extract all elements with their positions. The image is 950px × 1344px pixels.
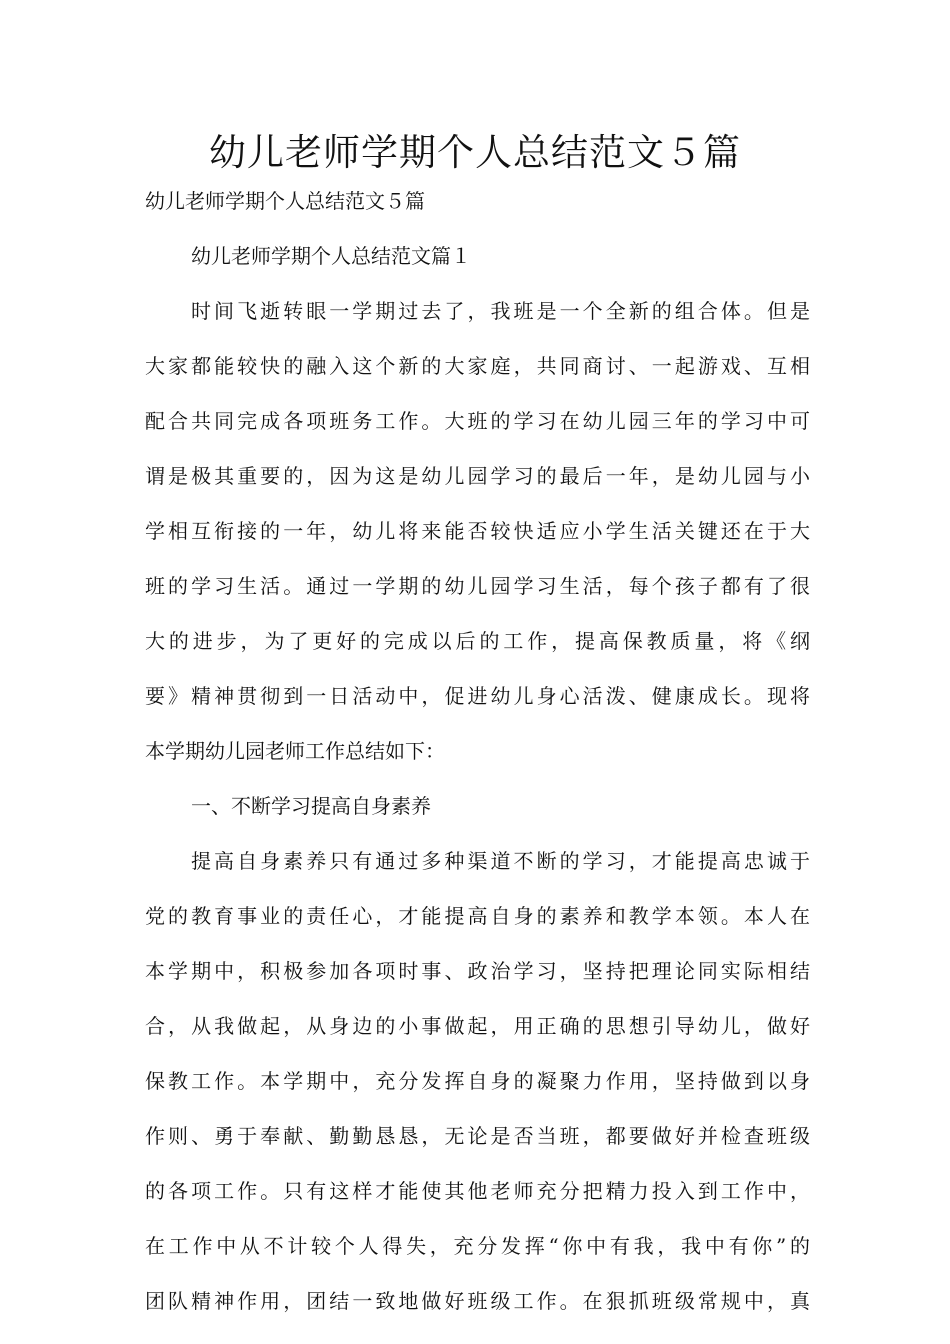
paragraph-line: 学相互衔接的一年，幼儿将来能否较快适应小学生活关键还在于大: [145, 519, 810, 543]
line-gap: [145, 330, 810, 347]
subtitle-line: 幼儿老师学期个人总结范文５篇: [145, 189, 425, 213]
line-gap: [145, 385, 810, 402]
line-gap: [145, 550, 810, 567]
paragraph-line: 本学期幼儿园老师工作总结如下：: [145, 739, 445, 763]
section-heading: 幼儿老师学期个人总结范文篇１: [191, 244, 471, 268]
line-gap: [145, 440, 810, 457]
paragraph-line: 在工作中从不计较个人得失，充分发挥“你中有我，我中有你”的: [145, 1234, 810, 1258]
paragraph-line: 时间飞逝转眼一学期过去了，我班是一个全新的组合体。但是: [191, 299, 810, 323]
line-gap: [145, 605, 810, 622]
line-gap: [145, 715, 810, 732]
line-gap: [145, 660, 810, 677]
line-gap: [145, 495, 810, 512]
document-body: [145, 182, 810, 1320]
line-gap: [145, 935, 810, 952]
paragraph-line: 要》精神贯彻到一日活动中，促进幼儿身心活泼、健康成长。现将: [145, 684, 810, 708]
paragraph-line: 本学期中，积极参加各项时事、政治学习，坚持把理论同实际相结: [145, 959, 810, 983]
line-gap: [145, 770, 810, 787]
paragraph-line: 大家都能较快的融入这个新的大家庭，共同商讨、一起游戏、互相: [145, 354, 810, 378]
paragraph-line: 保教工作。本学期中，充分发挥自身的凝聚力作用，坚持做到以身: [145, 1069, 810, 1093]
line-gap: [145, 1100, 810, 1117]
paragraph-line: 提高自身素养只有通过多种渠道不断的学习，才能提高忠诚于: [191, 849, 810, 873]
paragraph-gap: [145, 220, 810, 237]
line-gap: [145, 1210, 810, 1227]
line-gap: [145, 1045, 810, 1062]
paragraph-line: 作则、勇于奉献、勤勤恳恳，无论是否当班，都要做好并检查班级: [145, 1124, 810, 1148]
paragraph-line: 党的教育事业的责任心，才能提高自身的素养和教学本领。本人在: [145, 904, 810, 928]
paragraph-gap: [145, 275, 810, 292]
line-gap: [145, 1265, 810, 1282]
line-gap: [145, 880, 810, 897]
paragraph-line: 班的学习生活。通过一学期的幼儿园学习生活，每个孩子都有了很: [145, 574, 810, 598]
document-title: 幼儿老师学期个人总结范文５篇: [209, 131, 741, 174]
paragraph-line: 配合共同完成各项班务工作。大班的学习在幼儿园三年的学习中可: [145, 409, 810, 433]
section-heading: 一、不断学习提高自身素养: [191, 794, 431, 818]
line-gap: [145, 990, 810, 1007]
line-gap: [145, 825, 810, 842]
paragraph-line: 谓是极其重要的，因为这是幼儿园学习的最后一年，是幼儿园与小: [145, 464, 810, 488]
paragraph-line: 团队精神作用，团结一致地做好班级工作。在狠抓班级常规中，真: [145, 1289, 810, 1313]
paragraph-line: 合，从我做起，从身边的小事做起，用正确的思想引导幼儿，做好: [145, 1014, 810, 1038]
paragraph-line: 的各项工作。只有这样才能使其他老师充分把精力投入到工作中，: [145, 1179, 810, 1203]
line-gap: [145, 1155, 810, 1172]
paragraph-line: 大的进步，为了更好的完成以后的工作，提高保教质量，将《纲: [145, 629, 810, 653]
